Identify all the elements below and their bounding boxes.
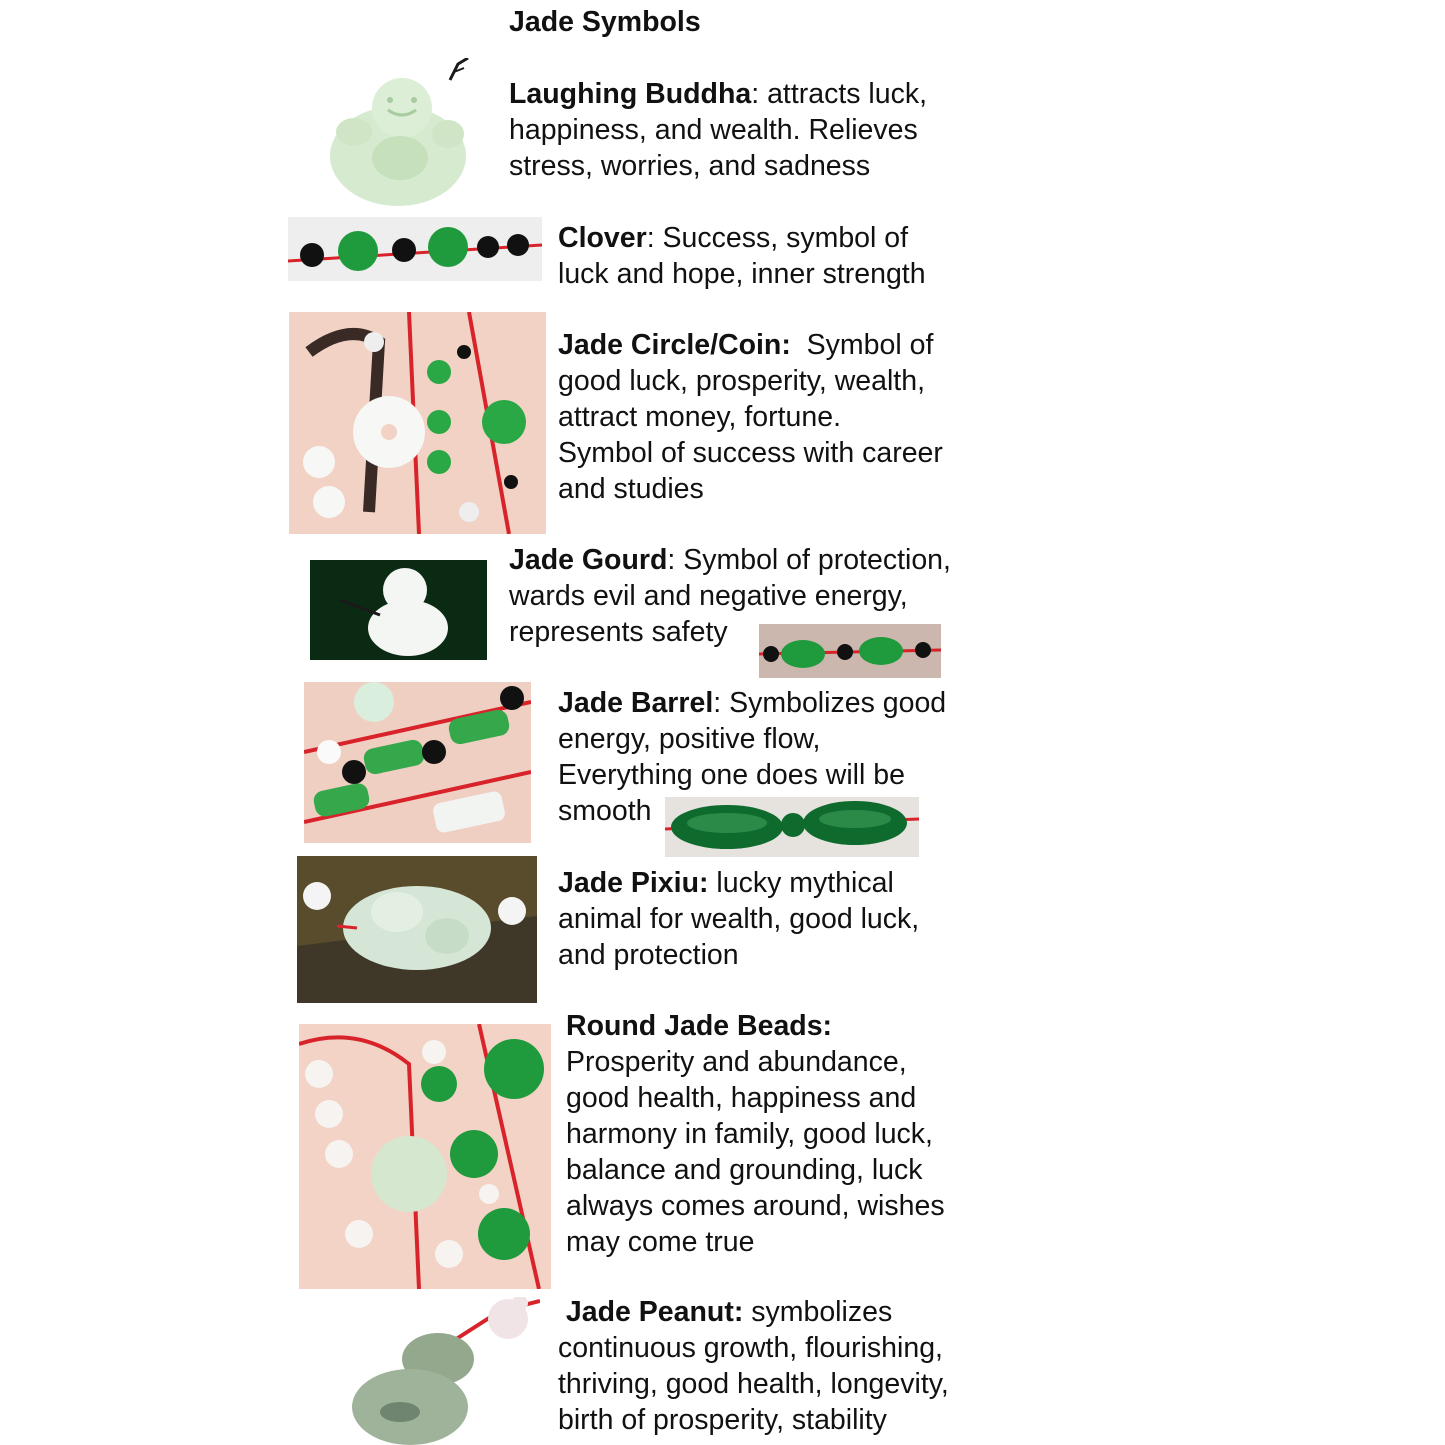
jade-coin-photo [289,312,546,534]
entry-name: Jade Circle/Coin: [558,329,791,361]
entry-text: attracts luck, [767,78,928,110]
entry-name: Jade Gourd [509,544,668,576]
entry-clover: Clover: Success, symbol of luck and hope, inner strength [558,222,926,290]
jade-pixiu-photo [297,856,537,1003]
entry-jade-gourd: Jade Gourd: Symbol of protection, wards evil and negative energy, represents safety [509,544,951,648]
clover-photo [288,217,542,281]
entry-jade-pixiu: Jade Pixiu: lucky mythical animal for wealth, good luck, and protection [558,867,920,971]
entry-round-jade-beads: Round Jade Beads: Prosperity and abundance, good health, happiness and harmony in family, good luck, balance and grounding, luck always comes around, wishes may come true [566,1010,945,1258]
entry-name: Clover [558,222,647,254]
jade-gourd-photo [310,560,487,660]
entry-name: Jade Peanut: [565,1296,744,1328]
round-jade-beads-photo [299,1024,551,1289]
page-title: Jade Symbols [509,6,701,38]
entry-jade-coin: Jade Circle/Coin: Symbol of good luck, prosperity, wealth, attract money, fortune. Symbol of success with career and studies [558,329,943,505]
entry-name: Round Jade Beads: [566,1010,833,1042]
entry-name: Jade Barrel [558,687,714,719]
entry-name: Laughing Buddha [509,78,752,110]
entry-jade-peanut: Jade Peanut: symbolizes continuous growth, flourishing, thriving, good health, longevity, birth of prosperity, stability [558,1296,949,1436]
jade-peanut-photo [340,1297,540,1445]
entry-jade-barrel: Jade Barrel: Symbolizes good energy, positive flow, Everything one does will be smooth [558,687,947,827]
entry-laughing-buddha: Laughing Buddha: attracts luck, happiness, and wealth. Relieves stress, worries, and sadness [509,78,928,182]
jade-barrel-photo [304,682,531,843]
laughing-buddha-photo [318,58,470,210]
entry-name: Jade Pixiu: [558,867,709,899]
